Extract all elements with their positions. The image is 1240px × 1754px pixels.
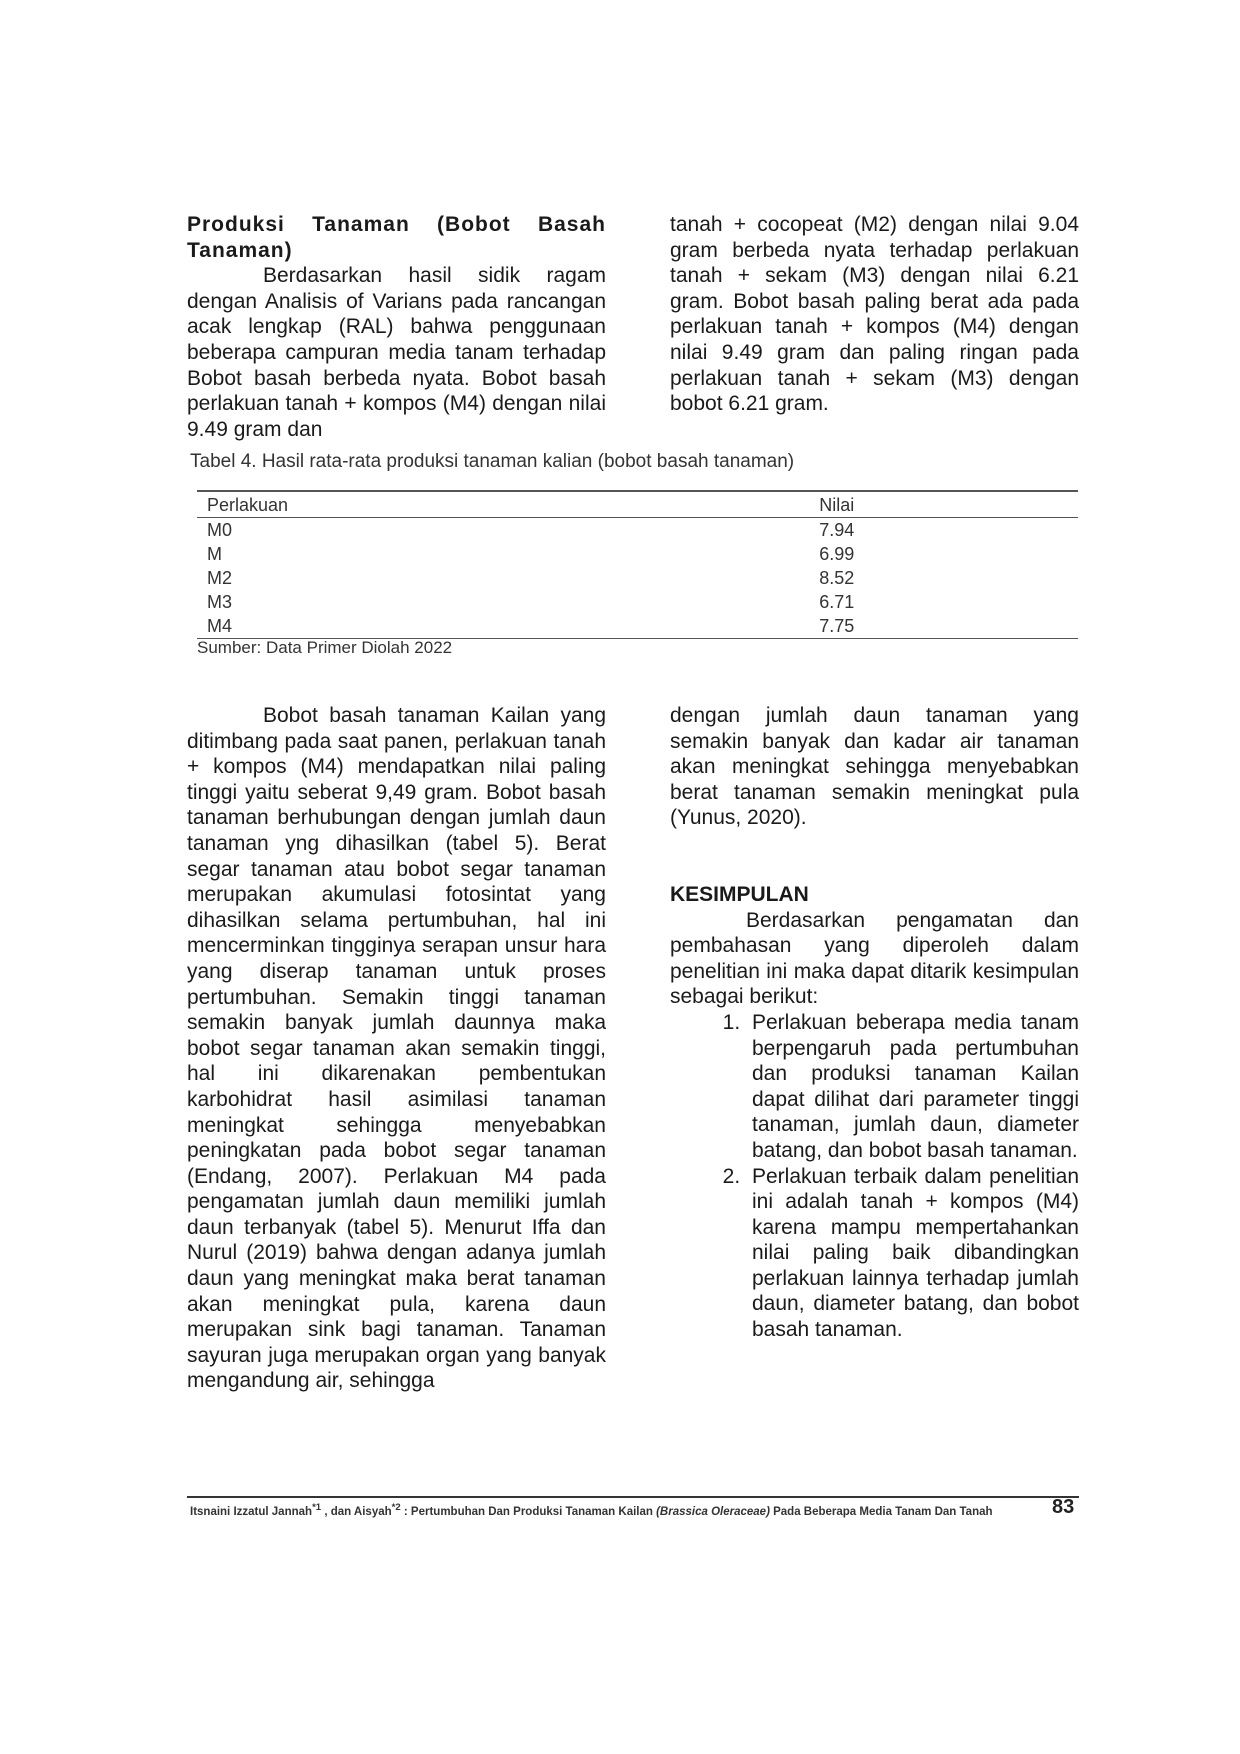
cell-nilai: 7.94 [819,520,855,540]
table-row [197,518,1078,543]
footer-author-1: Itsnaini Izzatul Jannah [190,1505,313,1518]
discussion-paragraph-right: dengan jumlah daun tanaman yang semakin banyak dan kadar air tanaman akan meningkat sehingga menyebabkan berat tanaman semakin meningkat pula (Yunus, 2020). [670,704,1079,830]
table-source: Sumber: Data Primer Diolah 2022 [197,638,453,657]
cell-perlakuan: M3 [207,592,233,612]
footer-sup-2: *2 [391,1502,401,1513]
page-number: 83 [1052,1496,1075,1518]
column-bottom-right [670,703,1079,1343]
footer-title-italic: (Brassica Oleraceae) [656,1505,770,1518]
table-header-row [197,491,1078,518]
table-row [197,542,1078,566]
table-row [197,590,1078,614]
conclusion-title: KESIMPULAN [670,882,809,906]
conclusion-list [670,1010,1079,1343]
footer-sup-1: *1 [312,1502,322,1513]
intro-paragraph-right: tanah + cocopeat (M2) dengan nilai 9.04 gram berbeda nyata terhadap perlakuan tanah + sekam (M3) dengan nilai 6.21 gram. Bobot basah paling berat ada pada perlakuan tanah + kompos (M4) dengan nilai 9.49 gram dan paling ringan pada perlakuan tanah + sekam (M3) dengan bobot 6.21 gram. [670,213,1079,416]
cell-nilai: 6.99 [819,544,855,564]
cell-nilai: 7.75 [339,614,1078,639]
cell-perlakuan: M0 [207,520,233,540]
section-title: Produksi Tanaman (Bobot Basah Tanaman) [187,213,606,262]
cell-perlakuan: M [207,544,222,564]
section-spacer [670,831,1079,882]
cell-perlakuan: M2 [207,568,233,588]
column-top-right [670,212,1079,417]
column-top-left [187,212,606,442]
cell-nilai: 6.71 [819,592,855,612]
conclusion-item: 2. Perlakuan terbaik dalam penelitian ini adalah tanah + kompos (M4) karena mampu mempertahankan nilai paling baik dibandingkan perlakuan lainnya terhadap jumlah daun, diameter batang, dan bobot basah tanaman. [746,1164,1079,1343]
cell-nilai: 8.52 [819,568,855,588]
conclusion-item: 1. Perlakuan beberapa media tanam berpengaruh pada pertumbuhan dan produksi tanaman Kailan dapat dilihat dari parameter tinggi tanaman, jumlah daun, diameter batang, dan bobot basah tanaman. [746,1010,1079,1164]
column-bottom-left [187,703,606,1394]
results-table [197,490,1078,639]
footer-title-post: Pada Beberapa Media Tanam Dan Tanah [769,1505,993,1518]
discussion-paragraph-left: Bobot basah tanaman Kailan yang ditimbang pada saat panen, perlakuan tanah + kompos (M4) mendapatkan nilai paling tinggi yaitu seberat 9,49 gram. Bobot basah tanaman berhubungan dengan jumlah daun tanaman yng dihasilkan (tabel 5). Berat segar tanaman atau bobot segar tanaman merupakan akumulasi fotosintat yang dihasilkan selama pertumbuhan, hal ini mencerminkan tingginya serapan unsur hara yang diserap tanaman untuk proses pertumbuhan. Semakin tinggi tanaman semakin banyak jumlah daunnya maka bobot segar tanaman akan semakin tinggi, hal ini dikarenakan pembentukan karbohidrat hasil asimilasi tanaman meningkat sehingga menyebabkan peningkatan pada bobot segar tanaman (Endang, 2007). Perlakuan M4 pada pengamatan jumlah daun memiliki jumlah daun terbanyak (tabel 5). Menurut Iffa dan Nurul (2019) bahwa dengan adanya jumlah daun yang meningkat maka berat tanaman akan meningkat pula, karena daun merupakan sink bagi tanaman. Tanaman sayuran juga merupakan organ yang banyak mengandung air, sehingga [187,704,606,1393]
table-caption: Tabel 4. Hasil rata-rata produksi tanaman kalian (bobot basah tanaman) [190,451,795,472]
header-perlakuan: Perlakuan [197,491,339,518]
table-row [197,566,1078,590]
footer-title-pre: : Pertumbuhan Dan Produksi Tanaman Kailan [400,1505,657,1518]
header-nilai: Nilai [339,491,1078,518]
footer-rule [187,1496,1079,1498]
cell-perlakuan: M4 [197,614,339,639]
intro-paragraph-left: Berdasarkan hasil sidik ragam dengan Analisis of Varians pada rancangan acak lengkap (RAL) bahwa penggunaan beberapa campuran media tanam terhadap Bobot basah berbeda nyata. Bobot basah perlakuan tanah + kompos (M4) dengan nilai 9.49 gram dan [187,264,606,441]
conclusion-intro: Berdasarkan pengamatan dan pembahasan yang diperoleh dalam penelitian ini maka dapat ditarik kesimpulan sebagai berikut: [670,908,1079,1009]
footer-and: , dan Aisyah [321,1505,392,1518]
table-row [197,614,1078,639]
running-footer [190,1502,993,1518]
